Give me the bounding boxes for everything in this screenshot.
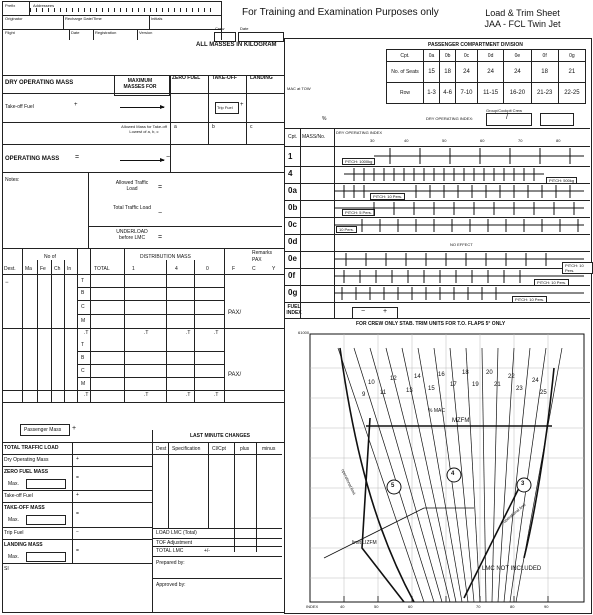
circle-5: 5 (391, 483, 395, 489)
row-range: 11-15 (477, 83, 503, 104)
seat-count: 18 (531, 62, 558, 83)
tbcm-c-1: C (81, 304, 85, 310)
takeoff-mass-label: TAKE-OFF MASS (4, 505, 45, 511)
date2-label: Date (240, 26, 249, 31)
limit-lizfm: limit LIZFM (352, 540, 377, 546)
flight-label: Flight (5, 30, 15, 35)
dist-col-1: 1 (132, 266, 135, 272)
lmc-not-included: LMC NOT INCLUDED (482, 566, 542, 572)
cpt-row-0c: 0c (288, 220, 297, 229)
lmc-total-label: LOAD LMC (Total) (156, 530, 197, 536)
mass-axis-label: 61000 (298, 330, 310, 335)
seat-count: 24 (456, 62, 478, 83)
lmc-col-minus: minus (262, 446, 276, 452)
passenger-mass-label: Passenger Mass (24, 427, 62, 433)
row-range: 22-25 (558, 83, 585, 104)
total-lmc-label: TOTAL LMC (156, 548, 184, 554)
dist-col-4: 4 (175, 266, 178, 272)
row-range: 16-20 (504, 83, 531, 104)
plus-minus-label: +/- (204, 548, 210, 554)
dom-label: DRY OPERATING MASS (5, 80, 74, 86)
trim-23: 23 (516, 386, 523, 392)
trim-18: 18 (462, 370, 469, 376)
landing-label: LANDING (250, 75, 273, 81)
trim-15: 15 (428, 386, 435, 392)
op-limit-right: operational limit (502, 501, 527, 524)
notes-label: Notes: (5, 177, 20, 183)
trim-12: 12 (390, 376, 397, 382)
hatch-strip (30, 8, 216, 12)
seat-count: 24 (504, 62, 531, 83)
pitch-label-0a: PITCH: 10 Pers. (370, 193, 405, 200)
takeoff-fuel-label: Take-off Fuel (5, 104, 34, 110)
takeoff-fuel2-label: Take-off Fuel (4, 493, 33, 499)
pax-col-ch: Ch (54, 266, 61, 272)
pitch-label-4: PITCH: 500kg (546, 177, 577, 184)
scale-30: 30 (370, 138, 375, 143)
cpt-row-4: 4 (288, 169, 293, 178)
fcy-c: C (252, 266, 256, 272)
lmc-title: LAST MINUTE CHANGES (190, 433, 250, 439)
dry-op-mass-label: Dry Operating Mass (4, 457, 49, 463)
scale-70: 70 (518, 138, 523, 143)
fcy-f: F (232, 266, 236, 272)
recharge-label: Recharge Date/Time (65, 16, 102, 21)
sheet-subtitle: JAA - FCL Twin Jet (484, 19, 561, 29)
total-traffic-label: Total Traffic Load (113, 205, 151, 211)
seat-count: 21 (558, 62, 585, 83)
si-label: SI (4, 566, 9, 572)
seats-header: No. of Seats (387, 62, 424, 83)
row-range: 1-3 (424, 83, 440, 104)
index-scale-ticks (334, 146, 590, 302)
tbcm-t-2: T (81, 342, 85, 348)
pitch-label-1: PITCH: 1000kg (342, 158, 375, 165)
trim-24: 24 (532, 378, 539, 384)
trim-16: 16 (438, 372, 445, 378)
total-label: TOTAL (94, 266, 110, 272)
cpt-col: 0d (477, 50, 503, 62)
takeoff-label: TAKE-OFF (212, 75, 237, 81)
circle-4: 4 (451, 471, 455, 477)
trim-9: 9 (362, 392, 366, 398)
dist-col-0: 0 (206, 266, 209, 272)
allowed-mass-label: Allowed Mass for Take-off Lowest of a, b, c (121, 124, 167, 134)
pax-col-ma: Ma (25, 266, 32, 272)
pitch-label-0e: PITCH: 10 Pers. (562, 262, 593, 274)
mzfm-label: MZFM (452, 418, 470, 424)
index-tick-50: 50 (374, 604, 379, 609)
seat-count: 18 (440, 62, 456, 83)
cpt-col: 0e (504, 50, 531, 62)
cpt-header: Cpt. (387, 50, 424, 62)
prepared-by-label: Prepared by: (156, 560, 185, 566)
zfm-max-label: Max. (8, 481, 19, 487)
trim-21: 21 (494, 382, 501, 388)
lmc-col-plus: plus (240, 446, 250, 452)
index-tick-90: 90 (544, 604, 549, 609)
tbcm-m-1: M (81, 318, 86, 324)
initials-label: Initials (151, 16, 163, 21)
seat-count: 15 (424, 62, 440, 83)
cpt-col: 0a (424, 50, 440, 62)
cpt-row-0d: 0d (288, 237, 298, 246)
pitch-label-0c: 10 Pers. (336, 226, 357, 233)
row-range: 21-23 (531, 83, 558, 104)
landing-mass-label: LANDING MASS (4, 542, 43, 548)
trim-22: 22 (508, 374, 515, 380)
pax-col-in: In (67, 266, 72, 272)
op-limit-left: operational limit (340, 468, 357, 496)
trim-14: 14 (414, 374, 421, 380)
trim-chart (284, 328, 590, 612)
index-tick-40: 40 (340, 604, 345, 609)
pax-col-fe: Fe (40, 266, 46, 272)
mac-pct: % (322, 116, 327, 122)
cpt-col: 0b (440, 50, 456, 62)
cpt-row-0a: 0a (288, 186, 297, 195)
index-tick-80: 80 (510, 604, 515, 609)
mass-no-label: MASS/No. (302, 134, 326, 140)
index-axis-label: INDEX (306, 604, 319, 609)
group-crew-label: Group/Cockpit Crew (486, 108, 523, 113)
crew-slash: / (506, 114, 508, 121)
scale-50: 50 (442, 138, 447, 143)
max-masses-label: MAXIMUM MASSES FOR (123, 78, 157, 90)
trim-10: 10 (368, 380, 375, 386)
originator-label: Originator (5, 16, 23, 21)
pax-label-1: PAX/ (228, 310, 242, 316)
passenger-mass-box (20, 424, 70, 436)
seat-count: 24 (477, 62, 503, 83)
all-masses-label: ALL MASSES IN KILOGRAM (196, 42, 277, 48)
pitch-label-0f: PITCH: 10 Pers. (534, 279, 569, 286)
no-effect-label: NO EFFECT (450, 242, 473, 247)
tbcm-b-1: B (81, 290, 85, 296)
sheet-title: Load & Trim Sheet (485, 8, 560, 18)
zero-fuel-label: ZERO FUEL (172, 75, 201, 81)
pax-header: PAX (252, 257, 262, 263)
scale-40: 40 (404, 138, 409, 143)
addressee-label: Addressees (33, 3, 55, 8)
approved-by-label: Approved by: (156, 582, 186, 588)
date-label: Date (71, 30, 80, 35)
tbcm-c-2: C (81, 368, 85, 374)
compartment-title: PASSENGER COMPARTMENT DIVISION (428, 42, 523, 48)
prefix-label: Prefix (5, 3, 16, 8)
cpt-row-1: 1 (288, 152, 293, 161)
circle-3: 3 (521, 481, 525, 487)
cpt-col: 0f (531, 50, 558, 62)
fuel-index-label: FUEL INDEX (286, 304, 302, 316)
operating-mass-label: OPERATING MASS (5, 156, 60, 162)
version-label: Version (139, 30, 153, 35)
row-header: Row (387, 83, 424, 104)
tbcm-b-2: B (81, 355, 85, 361)
index-tick-70: 70 (476, 604, 481, 609)
compartment-table (386, 49, 586, 104)
cpt-row-0b: 0b (288, 203, 298, 212)
dry-op-index-scale-label: DRY OPERATING INDEX (336, 130, 383, 135)
row-range: 4-6 (440, 83, 456, 104)
fuel-index-plus: + (383, 308, 388, 315)
remarks-label: Remarks (252, 250, 273, 256)
trim-20: 20 (486, 370, 493, 376)
dry-op-index-label: DRY OPERATING INDEX: (426, 116, 474, 121)
allowed-traffic-label: Allowed Traffic Load (115, 180, 149, 192)
crew-note: FOR CREW ONLY STAB. TRIM UNITS FOR T.O. FLAPS 5° ONLY (356, 321, 506, 327)
row-range: 7-10 (456, 83, 478, 104)
cpt-row-0e: 0e (288, 254, 297, 263)
tbcm-m-2: M (81, 381, 86, 387)
tof-adj-label: TOF Adjustment (156, 540, 193, 546)
lmc-col-dest: Dest (156, 446, 167, 452)
lmc-col-spec: Specification (172, 446, 201, 452)
pax-label-2: PAX/ (228, 372, 242, 378)
dest-label: Dest. (4, 266, 16, 272)
lmc-col-cpt: Cl/Cpt (212, 446, 226, 452)
training-note: For Training and Examination Purposes only (242, 7, 439, 18)
pitch-label-0g: PITCH: 10 Pers. (512, 296, 547, 303)
tom-max-label: Max. (8, 517, 19, 523)
trim-13: 13 (406, 388, 413, 394)
trip-fuel-label: Trip Fuel (217, 105, 233, 110)
mac-label: % MAC (428, 408, 445, 414)
trim-19: 19 (472, 382, 479, 388)
fuel-index-minus: − (361, 308, 366, 315)
trim-25: 25 (540, 390, 547, 396)
scale-80: 80 (556, 138, 561, 143)
trim-17: 17 (450, 382, 457, 388)
cpt-col: 0g (558, 50, 585, 62)
fcy-y: Y (272, 266, 276, 272)
lm-max-label: Max. (8, 554, 19, 560)
total-traffic-load-label: TOTAL TRAFFIC LOAD (4, 445, 59, 451)
mac-at-tow-label: MAC at TOW (287, 86, 311, 91)
cpt-row-0g: 0g (288, 288, 298, 297)
scale-60: 60 (480, 138, 485, 143)
crew-label: Crew (215, 26, 225, 31)
tbcm-t-1: T (81, 278, 85, 284)
registration-label: Registration (95, 30, 117, 35)
cpt-col: 0c (456, 50, 478, 62)
trim-11: 11 (380, 390, 387, 396)
distribution-label: DISTRIBUTION MASS (140, 254, 191, 260)
underload-label: UNDERLOAD before LMC (116, 229, 148, 241)
zero-fuel-mass-label: ZERO FUEL MASS (4, 469, 49, 475)
trip-fuel2-label: Trip Fuel (4, 530, 24, 536)
index-tick-60: 60 (408, 604, 413, 609)
no-of-label: No of (44, 254, 56, 260)
cpt-col-label: Cpt. (288, 134, 298, 140)
pitch-label-0b: PITCH: 5 Pers. (342, 209, 375, 216)
cpt-row-0f: 0f (288, 271, 296, 280)
